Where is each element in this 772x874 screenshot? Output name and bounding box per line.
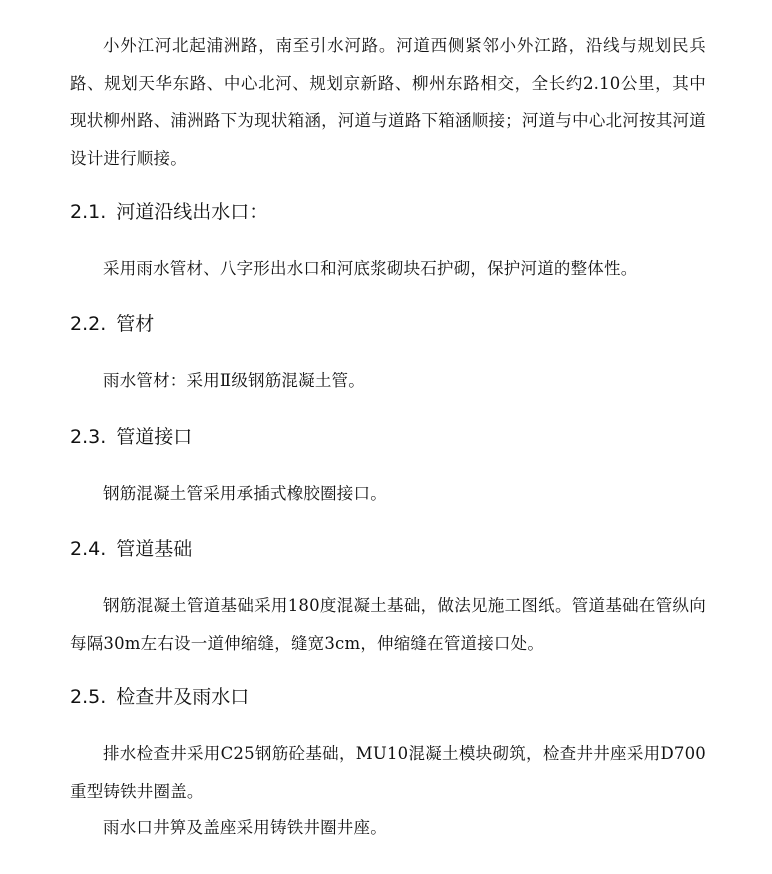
section-heading-2-3 xyxy=(70,424,192,450)
section-heading-2-1 xyxy=(70,199,268,225)
section-number: 2.3. xyxy=(70,426,107,448)
section-title: 检查井及雨水口 xyxy=(116,686,250,708)
section-heading-2-4 xyxy=(70,536,192,562)
section-title: 管道基础 xyxy=(116,538,193,560)
section-title: 管道接口 xyxy=(116,426,193,448)
section-paragraph: 采用雨水管材、八字形出水口和河底浆砌块石护砌，保护河道的整体性。 xyxy=(103,259,638,278)
section-number: 2.2. xyxy=(70,313,107,335)
section-title: 河道沿线出水口： xyxy=(116,201,269,223)
section-paragraph: 钢筋混凝土管采用承插式橡胶圈接口。 xyxy=(103,484,387,503)
section-number: 2.5. xyxy=(70,686,107,708)
section-paragraph: 钢筋混凝土管道基础采用180度混凝土基础，做法见施工图纸。管道基础在管纵向每隔30m左右设一道伸缩缝，缝宽3cm，伸缩缝在管道接口处。 xyxy=(70,596,706,653)
section-paragraph: 排水检查井采用C25钢筋砼基础，MU10混凝土模块砌筑，检查井井座采用D700重型铸铁井圈盖。 xyxy=(70,744,706,801)
section-heading-2-2 xyxy=(70,311,154,337)
section-paragraph: 雨水口井箅及盖座采用铸铁井圈井座。 xyxy=(103,818,387,837)
section-paragraph: 雨水管材：采用Ⅱ级钢筋混凝土管。 xyxy=(103,371,365,390)
intro-paragraph: 小外江河北起浦洲路，南至引水河路。河道西侧紧邻小外江路，沿线与规划民兵路、规划天华东路、中心北河、规划京新路、柳州东路相交，全长约2.10公里，其中现状柳州路、浦洲路下为现状箱涵，河道与道路下箱涵顺接；河道与中心北河按其河道设计进行顺接。 xyxy=(70,36,706,168)
section-heading-2-5 xyxy=(70,684,249,710)
section-title: 管材 xyxy=(116,313,155,335)
section-number: 2.4. xyxy=(70,538,107,560)
section-number: 2.1. xyxy=(70,201,107,223)
